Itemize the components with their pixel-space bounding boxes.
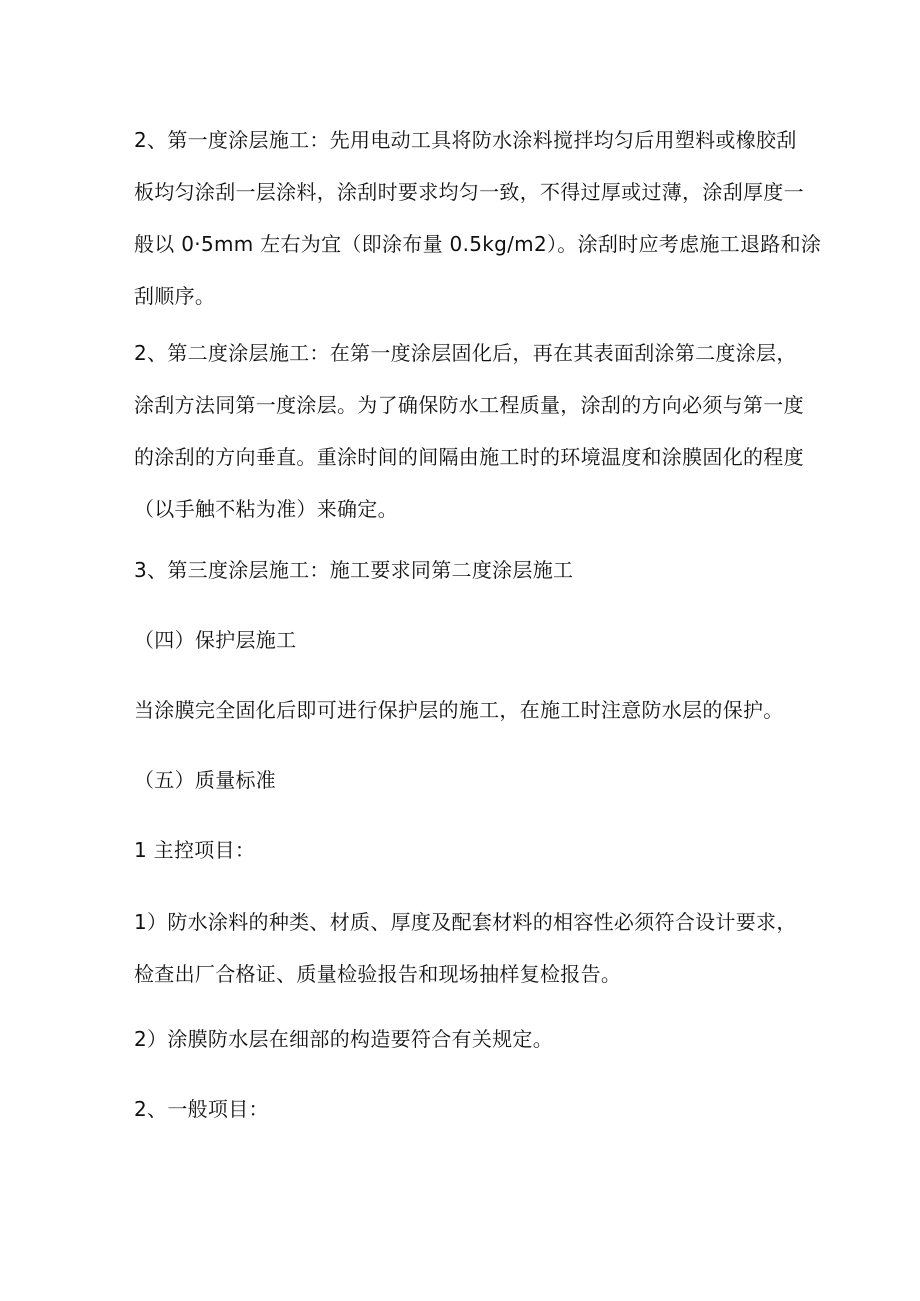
text-line: 板均匀涂刮一层涂料，涂刮时要求均匀一致，不得过厚或过薄，涂刮厚度一 [134, 180, 804, 204]
text-line: 2、一般项目： [134, 1097, 269, 1121]
text-line: （四）保护层施工 [134, 628, 297, 652]
text-line: 2、第一度涂层施工：先用电动工具将防水涂料搅拌均匀后用塑料或橡胶刮 [134, 128, 797, 152]
heading-general-items [134, 1083, 784, 1135]
paragraph-protective-layer [134, 684, 784, 736]
text-line: 1）防水涂料的种类、材质、厚度及配套材料的相容性必须符合设计要求， [134, 910, 797, 934]
paragraph-first-coat [134, 114, 822, 322]
text-line: 检查出厂合格证、质量检验报告和现场抽样复检报告。 [134, 962, 622, 986]
text-line: （五）质量标准 [134, 768, 277, 792]
text-line: 3、第三度涂层施工：施工要求同第二度涂层施工 [134, 558, 574, 582]
heading-main-control-items [134, 824, 784, 876]
text-line: （以手触不粘为准）来确定。 [134, 497, 398, 521]
paragraph-second-coat [134, 327, 804, 535]
text-line: 涂刮方法同第一度涂层。为了确保防水工程质量，涂刮的方向必须与第一度 [134, 393, 804, 417]
text-line: 当涂膜完全固化后即可进行保护层的施工，在施工时注意防水层的保护。 [134, 698, 784, 722]
text-line: 般以 0·5mm 左右为宜（即涂布量 0.5kg/m2）。涂刮时应考虑施工退路和涂 [134, 232, 822, 256]
text-line: 1 主控项目： [134, 838, 256, 862]
heading-quality-standard [134, 754, 784, 806]
paragraph-third-coat [134, 544, 784, 596]
text-line: 刮顺序。 [134, 284, 216, 308]
text-line: 2）涂膜防水层在细部的构造要符合有关规定。 [134, 1027, 554, 1051]
text-line: 的涂刮的方向垂直。重涂时间的间隔由施工时的环境温度和涂膜固化的程度 [134, 445, 804, 469]
heading-protective-layer [134, 614, 784, 666]
text-line: 2、第二度涂层施工：在第一度涂层固化后，再在其表面刮涂第二度涂层， [134, 341, 797, 365]
paragraph-item-2 [134, 1013, 784, 1065]
paragraph-item-1 [134, 896, 797, 1000]
